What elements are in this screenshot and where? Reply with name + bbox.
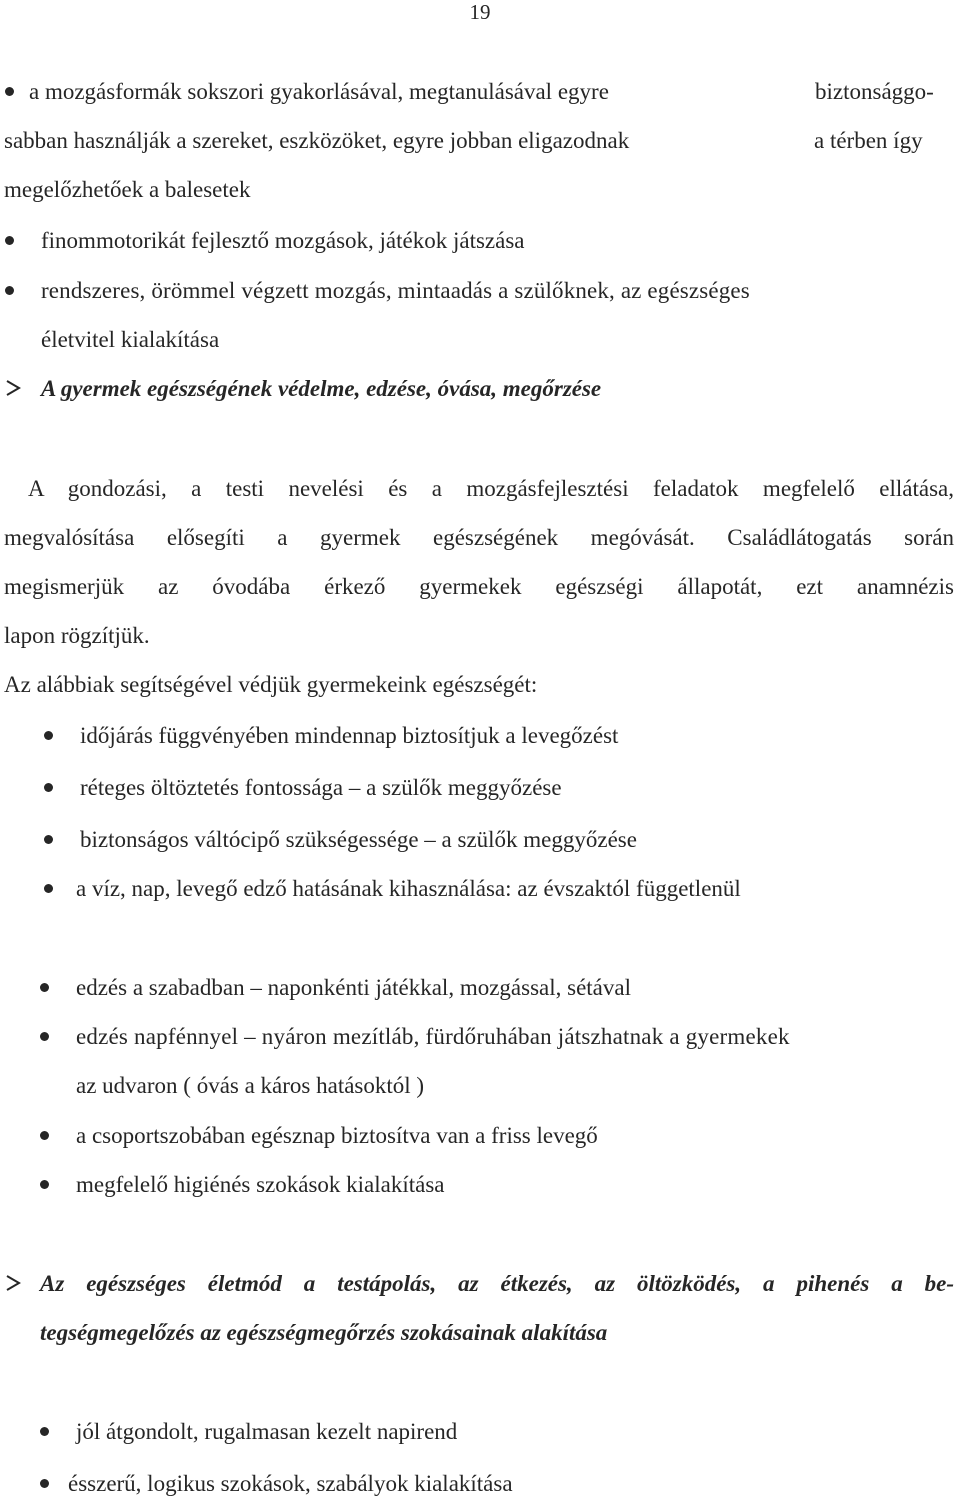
list-item-text: jól átgondolt, rugalmasan kezelt napirend <box>76 1419 458 1444</box>
arrow-bullet-icon <box>4 379 22 397</box>
list-item-text: megelőzhetőek a balesetek <box>4 177 251 202</box>
bullet-icon <box>44 731 53 740</box>
paragraph-line: megismerjük az óvodába érkező gyermekek egészségi állapotát, ezt anamnézis <box>4 574 954 599</box>
bullet-icon <box>44 835 53 844</box>
list-item-text: ésszerű, logikus szokások, szabályok kialakítása <box>68 1471 513 1496</box>
list-item-text: megfelelő higiénés szokások kialakítása <box>76 1172 445 1197</box>
list-item-text: az udvaron ( óvás a káros hatásoktól ) <box>76 1073 425 1098</box>
bullet-icon <box>40 1131 49 1140</box>
page-number: 19 <box>469 0 491 24</box>
list-item-text: a csoportszobában egésznap biztosítva van a friss levegő <box>76 1123 598 1148</box>
bullet-icon <box>40 1180 49 1189</box>
list-item-text: a mozgásformák sokszori gyakorlásával, megtanulásával egyre <box>29 79 609 104</box>
list-item-text: edzés napfénnyel – nyáron mezítláb, fürdőruhában játszhatnak a gyermekek <box>76 1024 790 1049</box>
section-heading: tegségmegelőzés az egészségmegőrzés szokásainak alakítása <box>40 1320 608 1345</box>
bullet-icon <box>40 983 49 992</box>
list-item-text: időjárás függvényében mindennap biztosítjuk a levegőzést <box>80 723 619 748</box>
paragraph-line: lapon rögzítjük. <box>4 623 150 648</box>
section-heading: A gyermek egészségének védelme, edzése, óvása, megőrzése <box>41 376 602 401</box>
bullet-icon <box>40 1032 49 1041</box>
list-item-text: biztonsággo- <box>815 79 934 104</box>
list-item-text: sabban használják a szereket, eszközöket, egyre jobban eligazodnak <box>4 128 630 153</box>
paragraph-line: megvalósítása elősegíti a gyermek egészségének megóvását. Családlátogatás során <box>4 525 954 550</box>
list-item-text: finommotorikát fejlesztő mozgások, játékok játszása <box>41 228 525 253</box>
list-item-text: edzés a szabadban – naponkénti játékkal, mozgással, sétával <box>76 975 631 1000</box>
bullet-icon <box>5 286 14 295</box>
bullet-icon <box>40 1479 49 1488</box>
section-heading: Az egészséges életmód a testápolás, az étkezés, az öltözködés, a pihenés a be- <box>40 1271 954 1296</box>
bullet-icon <box>5 236 14 245</box>
arrow-bullet-icon <box>4 1274 22 1292</box>
list-item-text: réteges öltöztetés fontossága – a szülők meggyőzése <box>80 775 562 800</box>
bullet-icon <box>44 783 53 792</box>
bullet-icon <box>44 884 53 893</box>
list-item-text: a víz, nap, levegő edző hatásának kihasználása: az évszaktól függetlenül <box>76 876 741 901</box>
list-item-text: rendszeres, örömmel végzett mozgás, mintaadás a szülőknek, az egészséges <box>41 278 750 303</box>
paragraph-line: Az alábbiak segítségével védjük gyermekeink egészségét: <box>4 672 538 697</box>
list-item-text: a térben így <box>814 128 923 153</box>
list-item-text: életvitel kialakítása <box>41 327 220 352</box>
paragraph-line: A gondozási, a testi nevelési és a mozgásfejlesztési feladatok megfelelő ellátása, <box>28 476 954 501</box>
list-item-text: biztonságos váltócipő szükségessége – a szülők meggyőzése <box>80 827 637 852</box>
bullet-icon <box>40 1427 49 1436</box>
bullet-icon <box>5 87 14 96</box>
